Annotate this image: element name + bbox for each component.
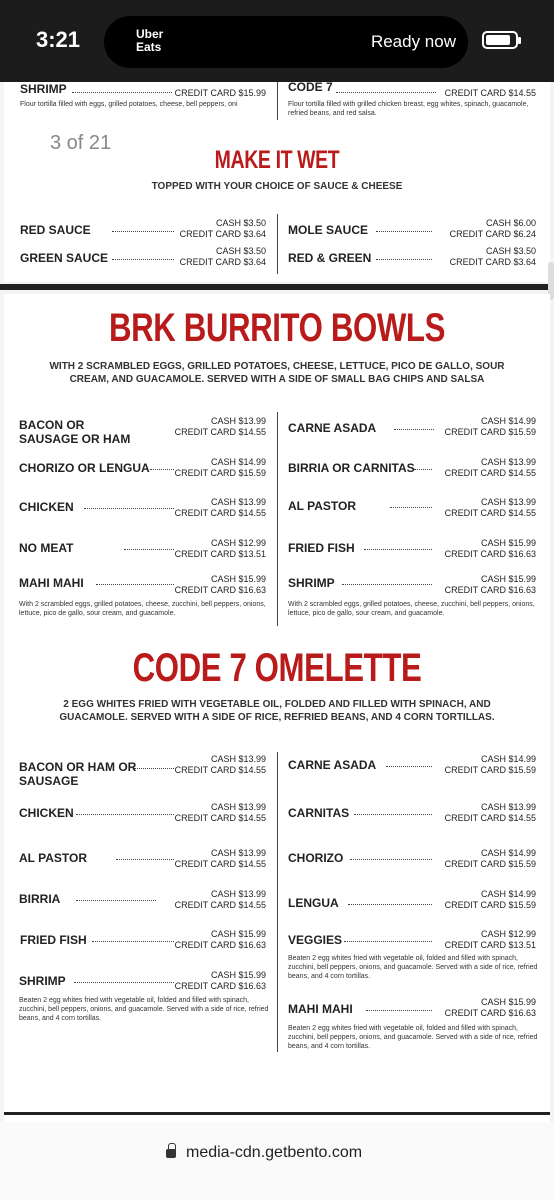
section-subtitle: WITH 2 SCRAMBLED EGGS, GRILLED POTATOES, CHEESE, LETTUCE, PICO DE GALLO, SOUR <box>49 361 505 372</box>
dot-leader <box>116 859 174 860</box>
price-card: CREDIT CARD $16.63 <box>444 1008 536 1018</box>
item-description: Flour tortilla filled with eggs, grilled potatoes, cheese, bell peppers, oni <box>20 101 238 108</box>
bowl-fried-fish: FRIED FISH <box>288 541 355 555</box>
section-subtitle: TOPPED WITH YOUR CHOICE OF SAUCE & CHEESE <box>151 181 403 192</box>
price-cash: CASH $15.99 <box>210 574 266 584</box>
bowl-mahi-mahi: MAHI MAHI <box>19 576 84 590</box>
price-cash: CASH $13.99 <box>210 754 266 764</box>
dot-leader <box>344 941 432 942</box>
price-cash: CASH $13.99 <box>210 889 266 899</box>
price-cash: CASH $3.50 <box>215 218 266 228</box>
price-card: CREDIT CARD $15.59 <box>444 859 536 869</box>
price-cash: CASH $12.99 <box>480 929 536 939</box>
omelette-veggies: VEGGIES <box>288 933 343 947</box>
item-red-sauce: RED SAUCE <box>20 223 91 237</box>
price-card: CREDIT CARD $16.63 <box>444 549 536 559</box>
price-cash: CASH $13.99 <box>480 457 536 467</box>
price-cash: CASH $14.99 <box>480 848 536 858</box>
dynamic-island[interactable] <box>104 16 468 68</box>
omelette-al-pastor: AL PASTOR <box>19 851 88 865</box>
dot-leader <box>366 1010 432 1011</box>
bowl-chicken: CHICKEN <box>19 500 74 514</box>
omelette-chicken: CHICKEN <box>19 806 74 820</box>
price-card: CREDIT CARD $14.55 <box>174 813 266 823</box>
price-card: CREDIT CARD $15.59 <box>444 765 536 775</box>
item-description: Beaten 2 egg whites fried with vegetable oil, folded and filled with spinach, zucchini, bell peppers, onions, and guacamole. Served with a side of rice, refried beans, and 4 corn tortillas. <box>288 955 538 980</box>
price-cash: CASH $15.99 <box>480 997 536 1007</box>
price-cash: CASH $14.99 <box>210 457 266 467</box>
section-title: BRK BURRITO BOWLS <box>109 306 445 350</box>
price-card: CREDIT CARD $14.55 <box>174 427 266 437</box>
omelette-mahi-mahi: MAHI MAHI <box>288 1002 353 1016</box>
url-text[interactable]: media-cdn.getbento.com <box>186 1144 363 1161</box>
item-description: With 2 scrambled eggs, grilled potatoes, cheese, zucchini, bell peppers, onions, lettuce, pico de gallo, sour cream, and guacamole. <box>19 601 266 617</box>
dot-leader <box>376 231 432 232</box>
next-menu-page <box>4 1112 550 1122</box>
section-subtitle: CREAM, AND GUACAMOLE. SERVED WITH A SIDE OF SMALL BAG CHIPS AND SALSA <box>69 374 485 385</box>
item-green-sauce: GREEN SAUCE <box>20 251 109 265</box>
price-card: CREDIT CARD $14.55 <box>174 765 266 775</box>
column-divider <box>277 412 278 626</box>
dot-leader <box>348 904 432 905</box>
price-card: CREDIT CARD $3.64 <box>179 257 266 267</box>
bowl-al-pastor: AL PASTOR <box>288 499 357 513</box>
omelette-birria: BIRRIA <box>19 892 61 906</box>
page-counter: 3 of 21 <box>50 132 112 154</box>
price-cash: CASH $15.99 <box>210 929 266 939</box>
price-cash: CASH $14.99 <box>480 754 536 764</box>
price-cash: CASH $13.99 <box>210 497 266 507</box>
dot-leader <box>96 584 174 585</box>
section-title: CODE 7 OMELETTE <box>132 646 422 690</box>
item-mole-sauce: MOLE SAUCE <box>288 223 369 237</box>
price-cash: CASH $12.99 <box>210 538 266 548</box>
lock-icon <box>166 1149 176 1158</box>
bowl-chorizo: CHORIZO OR LENGUA <box>19 461 150 475</box>
clock: 3:21 <box>36 27 81 52</box>
price-cash: CASH $6.00 <box>485 218 536 228</box>
price-card: CREDIT CARD $3.64 <box>449 257 536 267</box>
price-cash: CASH $13.99 <box>210 848 266 858</box>
url-bar[interactable] <box>0 1122 554 1200</box>
bowl-bacon: BACON OR <box>19 418 85 432</box>
price: CREDIT CARD $15.99 <box>174 88 266 98</box>
dot-leader <box>354 814 432 815</box>
price-cash: CASH $13.99 <box>480 497 536 507</box>
dot-leader <box>336 92 436 93</box>
price-card: CREDIT CARD $14.55 <box>444 508 536 518</box>
dot-leader <box>92 941 174 942</box>
price-card: CREDIT CARD $6.24 <box>449 229 536 239</box>
dot-leader <box>74 982 174 983</box>
price-card: CREDIT CARD $14.55 <box>444 813 536 823</box>
item-shrimp: SHRIMP <box>20 82 67 96</box>
price-card: CREDIT CARD $14.55 <box>174 508 266 518</box>
price-card: CREDIT CARD $15.59 <box>444 900 536 910</box>
omelette-bacon: BACON OR HAM OR <box>19 760 137 774</box>
document-viewer[interactable] <box>0 82 554 1122</box>
column-divider <box>277 752 278 1052</box>
price-card: CREDIT CARD $16.63 <box>174 940 266 950</box>
price-card: CREDIT CARD $13.51 <box>444 940 536 950</box>
price-card: CREDIT CARD $16.63 <box>444 585 536 595</box>
section-subtitle: GUACAMOLE. SERVED WITH A SIDE OF RICE, REFRIED BEANS, AND 4 CORN TORTILLAS. <box>59 712 495 723</box>
price-card: CREDIT CARD $13.51 <box>174 549 266 559</box>
battery-icon <box>482 31 518 49</box>
menu-page-make-it-wet <box>4 82 550 282</box>
dot-leader <box>390 507 432 508</box>
price-cash: CASH $13.99 <box>480 802 536 812</box>
omelette-lengua: LENGUA <box>288 896 339 910</box>
omelette-shrimp: SHRIMP <box>19 974 66 988</box>
price-cash: CASH $15.99 <box>480 574 536 584</box>
dot-leader <box>112 259 174 260</box>
bowl-shrimp: SHRIMP <box>288 576 335 590</box>
dot-leader <box>112 231 174 232</box>
item-code7: CODE 7 <box>288 82 333 94</box>
bowl-no-meat: NO MEAT <box>19 541 74 555</box>
omelette-carnitas: CARNITAS <box>288 806 350 820</box>
dot-leader <box>386 766 432 767</box>
price-card: CREDIT CARD $14.55 <box>174 900 266 910</box>
dot-leader <box>84 508 174 509</box>
price-card: CREDIT CARD $15.59 <box>174 468 266 478</box>
price-cash: CASH $13.99 <box>210 416 266 426</box>
item-description: Beaten 2 egg whites fried with vegetable oil, folded and filled with spinach, zucchini, bell peppers, onions, and guacamole. Served with a side of rice, refried beans, and 4 corn tortillas. <box>19 997 269 1022</box>
dot-leader <box>124 549 174 550</box>
dot-leader <box>342 584 432 585</box>
menu-page-bowls-omelette <box>4 294 550 1114</box>
dot-leader <box>76 814 174 815</box>
item-red-green: RED & GREEN <box>288 251 372 265</box>
uber-eats-logo: Uber Eats <box>136 27 164 54</box>
section-title: MAKE IT WET <box>214 146 340 174</box>
price-card: CREDIT CARD $16.63 <box>174 981 266 991</box>
price-cash: CASH $15.99 <box>210 970 266 980</box>
price-card: CREDIT CARD $14.55 <box>444 468 536 478</box>
bowl-bacon-line2: SAUSAGE OR HAM <box>19 432 131 446</box>
order-status: Ready now <box>370 32 456 51</box>
item-description: Flour tortilla filled with grilled chicken breast, egg whites, spinach, guacamole, refried beans, and red salsa. <box>288 101 529 117</box>
price-cash: CASH $14.99 <box>480 889 536 899</box>
price-cash: CASH $3.50 <box>485 246 536 256</box>
omelette-carne-asada: CARNE ASADA <box>288 758 377 772</box>
bowl-birria: BIRRIA OR CARNITAS <box>288 461 415 475</box>
dot-leader <box>350 859 432 860</box>
price-card: CREDIT CARD $14.55 <box>174 859 266 869</box>
section-subtitle: 2 EGG WHITES FRIED WITH VEGETABLE OIL, FOLDED AND FILLED WITH SPINACH, AND <box>63 699 491 710</box>
price-cash: CASH $13.99 <box>210 802 266 812</box>
column-divider <box>277 214 278 274</box>
price-cash: CASH $15.99 <box>480 538 536 548</box>
page-separator <box>0 284 554 290</box>
dot-leader <box>76 900 156 901</box>
dot-leader <box>364 549 432 550</box>
omelette-fried-fish: FRIED FISH <box>20 933 87 947</box>
dot-leader <box>72 92 172 93</box>
price-card: CREDIT CARD $3.64 <box>179 229 266 239</box>
item-description: With 2 scrambled eggs, grilled potatoes, cheese, zucchini, bell peppers, onions, lettuce, pico de gallo, sour cream, and guacamole. <box>288 601 535 617</box>
dot-leader <box>150 469 174 470</box>
dot-leader <box>414 469 432 470</box>
item-description: Beaten 2 egg whites fried with vegetable oil, folded and filled with spinach, zucchini, bell peppers, onions, and guacamole. Served with a side of rice, refried beans, and 4 corn tortillas. <box>288 1025 538 1050</box>
dot-leader <box>134 768 174 769</box>
price: CREDIT CARD $14.55 <box>444 88 536 98</box>
omelette-chorizo: CHORIZO <box>288 851 344 865</box>
price-card: CREDIT CARD $15.59 <box>444 427 536 437</box>
column-divider <box>277 82 278 120</box>
price-cash: CASH $14.99 <box>480 416 536 426</box>
price-cash: CASH $3.50 <box>215 246 266 256</box>
dot-leader <box>376 259 432 260</box>
bowl-carne-asada: CARNE ASADA <box>288 421 377 435</box>
status-bar <box>0 0 554 82</box>
omelette-bacon-line2: SAUSAGE <box>19 774 79 788</box>
price-card: CREDIT CARD $16.63 <box>174 585 266 595</box>
dot-leader <box>394 429 434 430</box>
